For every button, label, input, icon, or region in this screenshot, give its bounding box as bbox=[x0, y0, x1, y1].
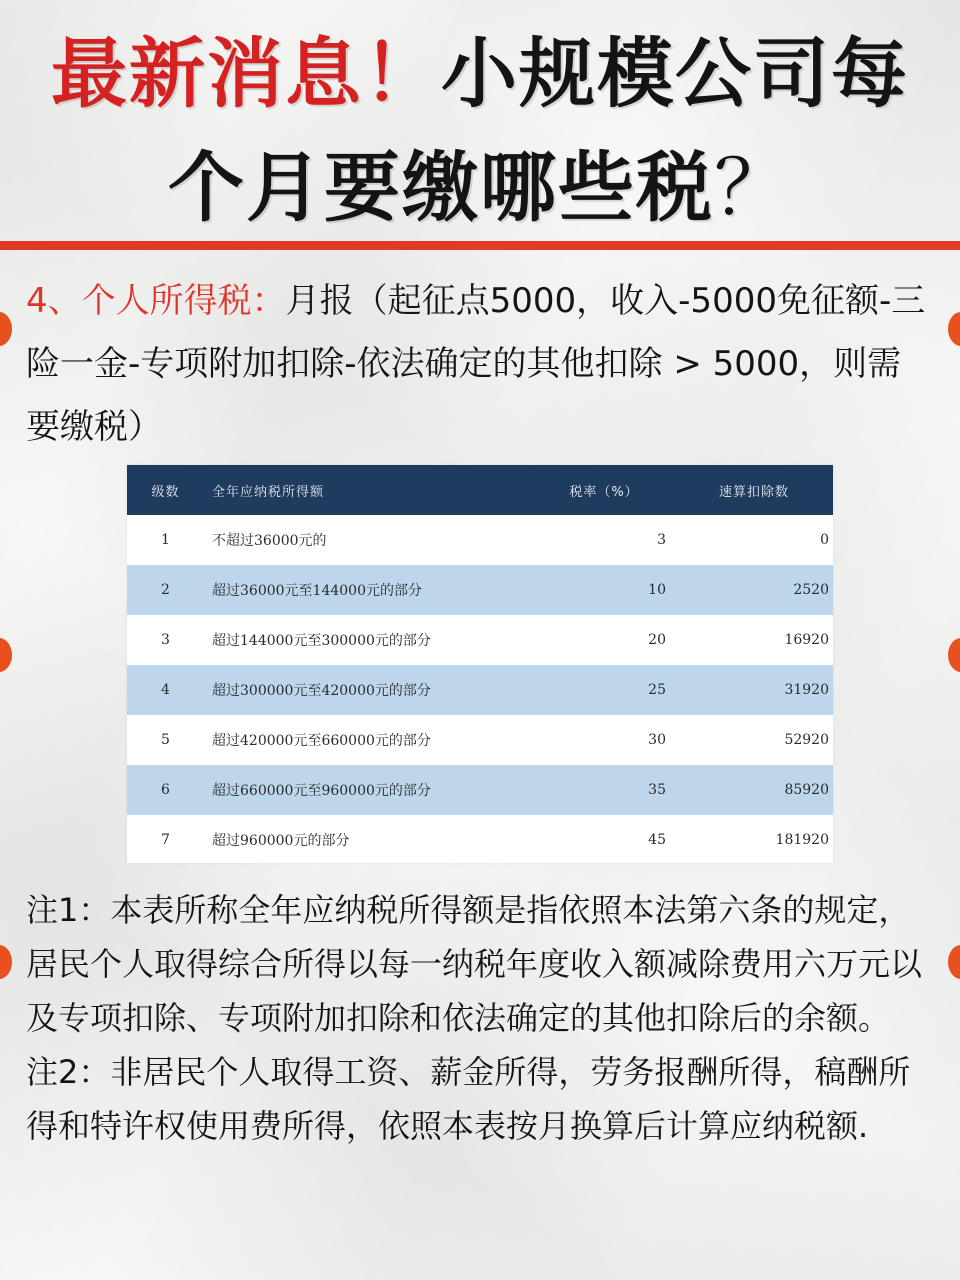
cell-rate: 10 bbox=[648, 582, 666, 598]
tax-rate-table bbox=[127, 465, 833, 865]
title-main: 小规模公司每 bbox=[441, 29, 909, 118]
cell-deduction: 31920 bbox=[784, 682, 829, 698]
header-deduction: 速算扣除数 bbox=[718, 484, 789, 500]
table-row bbox=[127, 515, 833, 565]
table-header-row bbox=[127, 465, 833, 515]
cell-level: 2 bbox=[161, 582, 170, 598]
header-range: 全年应纳税所得额 bbox=[212, 484, 325, 500]
cell-level: 3 bbox=[161, 632, 170, 648]
cell-rate: 35 bbox=[648, 782, 666, 798]
tax-rate-table-card bbox=[127, 465, 833, 863]
intro-paragraph bbox=[26, 270, 931, 459]
cell-range: 超过36000元至144000元的部分 bbox=[212, 583, 422, 599]
cell-deduction: 16920 bbox=[784, 632, 829, 648]
cell-rate: 25 bbox=[648, 682, 666, 698]
section-body: 月报（起征点5000，收入-5000免征额-三险一金-专项附加扣除-依法确定的其他扣除 > 5000，则需要缴税） bbox=[26, 281, 926, 447]
title-line2-text: 个月要缴哪些税 bbox=[168, 143, 714, 232]
cell-range: 超过660000元至960000元的部分 bbox=[212, 783, 431, 799]
cell-range: 超过144000元至300000元的部分 bbox=[212, 633, 431, 649]
table-row bbox=[127, 565, 833, 615]
cell-deduction: 85920 bbox=[784, 782, 829, 798]
title-highlight: 最新消息！ bbox=[51, 29, 441, 118]
cell-level: 4 bbox=[161, 682, 170, 698]
header-level: 级数 bbox=[151, 484, 180, 500]
cell-deduction: 2520 bbox=[793, 582, 829, 598]
cell-level: 7 bbox=[161, 832, 170, 848]
table-row bbox=[127, 665, 833, 715]
notes-section bbox=[26, 883, 936, 1153]
cell-deduction: 181920 bbox=[775, 832, 829, 848]
title-question-mark: ？ bbox=[714, 143, 792, 232]
cell-rate: 20 bbox=[648, 632, 666, 648]
cell-range: 超过960000元的部分 bbox=[212, 833, 350, 849]
cell-range: 不超过36000元的 bbox=[212, 533, 327, 549]
page-title-line1 bbox=[0, 29, 960, 118]
page-title-line2 bbox=[0, 143, 960, 232]
cell-level: 1 bbox=[161, 532, 170, 548]
cell-deduction: 52920 bbox=[784, 732, 829, 748]
table-row bbox=[127, 815, 833, 865]
table-row bbox=[127, 615, 833, 665]
section-heading: 4、个人所得税： bbox=[26, 281, 286, 321]
cell-level: 5 bbox=[161, 732, 170, 748]
table-row bbox=[127, 765, 833, 815]
cell-rate: 30 bbox=[648, 732, 666, 748]
cell-range: 超过420000元至660000元的部分 bbox=[212, 733, 431, 749]
note-1: 注1：本表所称全年应纳税所得额是指依照本法第六条的规定，居民个人取得综合所得以每一纳税年度收入额减除费用六万元以及专项扣除、专项附加扣除和依法确定的其他扣除后的余额。 bbox=[26, 891, 923, 1037]
note-2: 注2：非居民个人取得工资、薪金所得，劳务报酬所得，稿酬所得和特许权使用费所得，依照本表按月换算后计算应纳税额. bbox=[26, 1053, 911, 1145]
title-divider bbox=[0, 241, 960, 250]
cell-rate: 45 bbox=[648, 832, 666, 848]
cell-deduction: 0 bbox=[820, 532, 829, 548]
cell-rate: 3 bbox=[657, 532, 666, 548]
header-rate: 税率（%） bbox=[569, 484, 639, 500]
cell-range: 超过300000元至420000元的部分 bbox=[212, 683, 431, 699]
table-row bbox=[127, 715, 833, 765]
cell-level: 6 bbox=[161, 782, 170, 798]
